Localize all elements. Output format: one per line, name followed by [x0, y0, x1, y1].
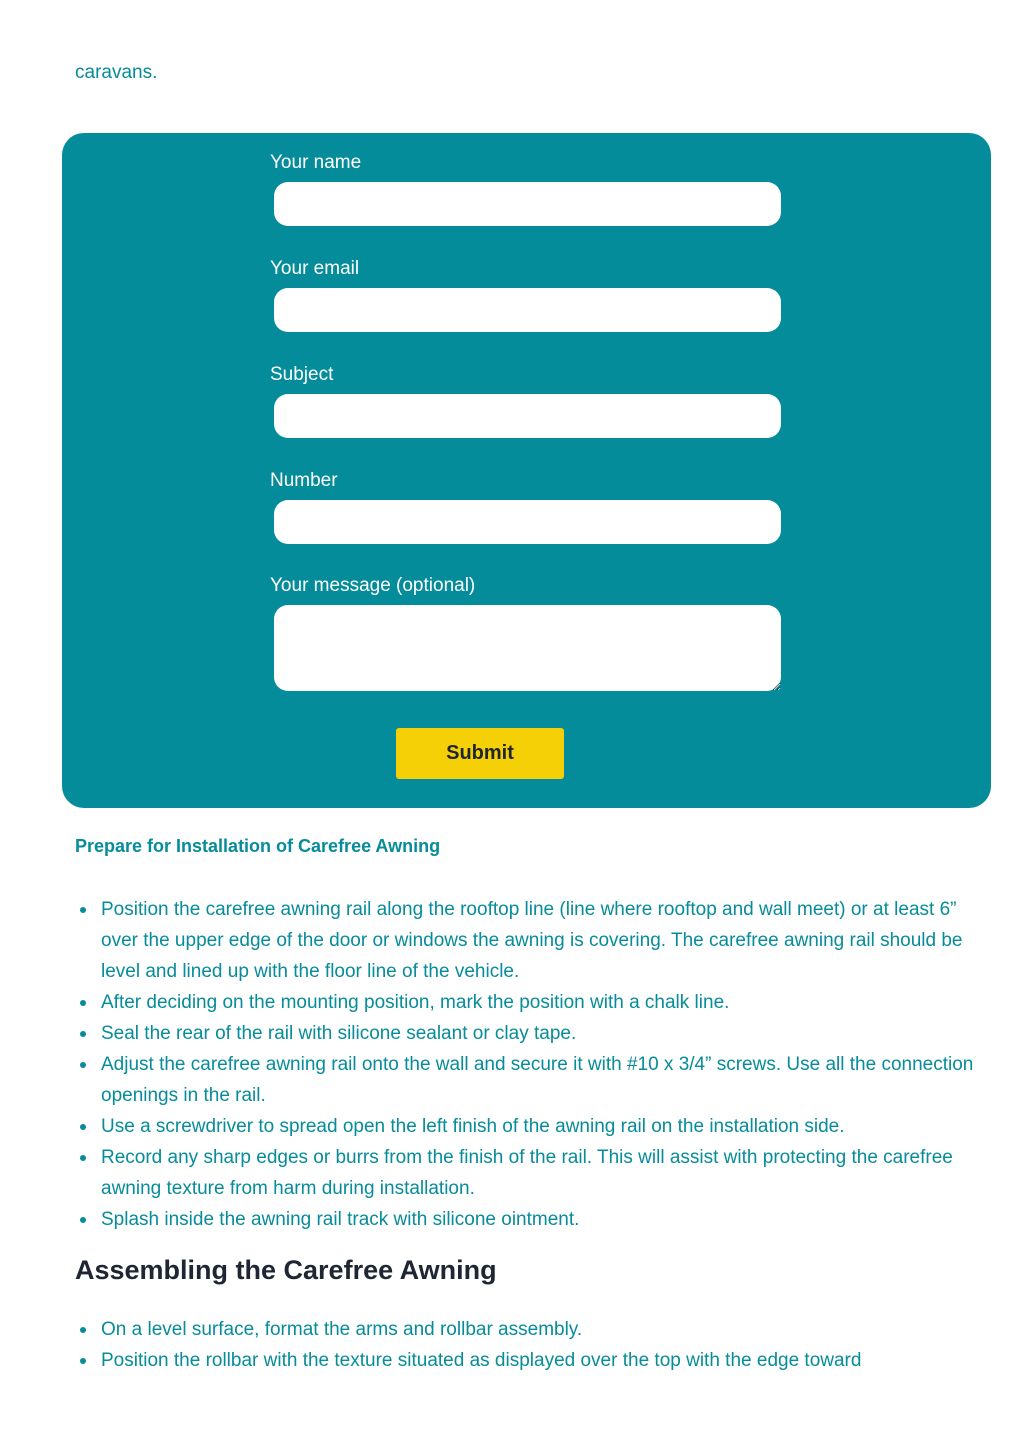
prepare-list [75, 894, 975, 1235]
list-item: Use a screwdriver to spread open the left finish of the awning rail on the installation side. [75, 1111, 975, 1142]
list-item: Splash inside the awning rail track with silicone ointment. [75, 1204, 975, 1235]
list-item: Adjust the carefree awning rail onto the wall and secure it with #10 x 3/4” screws. Use all the connection openings in the rail. [75, 1049, 975, 1111]
message-textarea[interactable] [274, 605, 781, 691]
assembling-list [75, 1314, 975, 1376]
number-input[interactable] [274, 500, 781, 544]
intro-text: caravans. [75, 62, 158, 83]
email-label: Your email [270, 258, 360, 279]
list-item: Seal the rear of the rail with silicone sealant or clay tape. [75, 1018, 975, 1049]
prepare-heading: Prepare for Installation of Carefree Awning [75, 836, 441, 856]
list-item: Position the rollbar with the texture situated as displayed over the top with the edge toward [75, 1345, 975, 1376]
subject-input[interactable] [274, 394, 781, 438]
subject-label: Subject [270, 364, 334, 385]
name-input[interactable] [274, 182, 781, 226]
list-item: Record any sharp edges or burrs from the finish of the rail. This will assist with protecting the carefree awning texture from harm during installation. [75, 1142, 975, 1204]
list-item: After deciding on the mounting position, mark the position with a chalk line. [75, 987, 975, 1018]
assembling-heading: Assembling the Carefree Awning [75, 1255, 497, 1285]
submit-button[interactable]: Submit [396, 728, 564, 779]
number-label: Number [270, 470, 338, 491]
email-input[interactable] [274, 288, 781, 332]
contact-form [62, 133, 991, 808]
message-label: Your message (optional) [270, 575, 476, 596]
list-item: Position the carefree awning rail along the rooftop line (line where rooftop and wall meet) or at least 6” over the upper edge of the door or windows the awning is covering. The carefree awning rail should be level and lined up with the floor line of the vehicle. [75, 894, 975, 987]
name-label: Your name [270, 152, 362, 173]
list-item: On a level surface, format the arms and rollbar assembly. [75, 1314, 975, 1345]
